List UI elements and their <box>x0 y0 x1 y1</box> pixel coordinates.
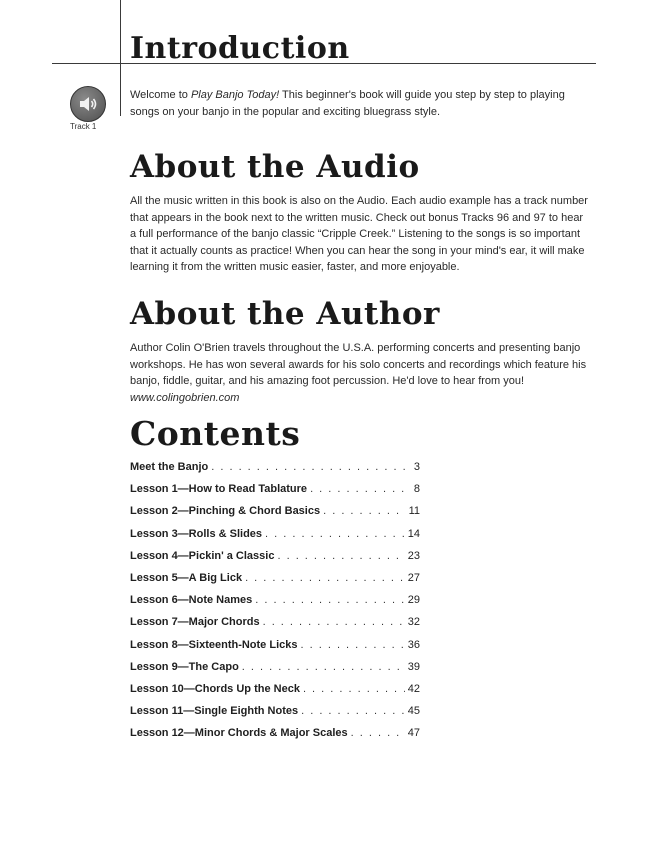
toc-entry-label: Lesson 5—A Big Lick <box>130 571 243 584</box>
introduction-heading: Introduction <box>130 31 350 66</box>
toc-entry[interactable] <box>130 505 420 527</box>
toc-entry-label: Lesson 6—Note Names <box>130 594 253 607</box>
audio-track-button[interactable] <box>70 86 106 122</box>
about-audio-heading: About the Audio <box>130 149 420 185</box>
toc-entry-label: Lesson 1—How to Read Tablature <box>130 483 308 496</box>
toc-leader <box>323 505 405 517</box>
toc-page-number: 36 <box>407 638 420 651</box>
toc-page-number: 29 <box>407 594 420 607</box>
toc-leader <box>277 550 404 562</box>
toc-entry-label: Meet the Banjo <box>130 461 209 473</box>
toc-entry-label: Lesson 4—Pickin' a Classic <box>130 549 275 562</box>
toc-leader <box>301 639 405 651</box>
toc-entry[interactable] <box>130 461 420 483</box>
toc-entry[interactable] <box>130 594 420 616</box>
author-website-link[interactable]: www.colingobrien.com <box>130 391 240 404</box>
book-title: Play Banjo Today! <box>190 89 280 101</box>
toc-page-number: 45 <box>407 705 420 718</box>
toc-leader <box>303 683 405 695</box>
toc-leader <box>265 528 405 540</box>
toc-entry-label: Lesson 11—Single Eighth Notes <box>130 705 299 718</box>
toc-entry[interactable] <box>130 483 420 505</box>
toc-page-number: 27 <box>407 571 420 584</box>
table-of-contents <box>130 461 420 749</box>
toc-entry-label: Lesson 2—Pinching & Chord Basics <box>130 505 321 518</box>
toc-entry[interactable] <box>130 528 420 550</box>
toc-entry-label: Lesson 12—Minor Chords & Major Scales <box>130 727 348 740</box>
toc-entry[interactable] <box>130 727 420 749</box>
toc-entry[interactable] <box>130 705 420 727</box>
track-label: Track 1 <box>70 122 97 131</box>
intro-text-end: This beginner's book will guide you step by step to playing songs on your banjo in the popular and exciting bluegrass style. <box>130 89 565 118</box>
toc-leader <box>245 572 405 584</box>
toc-entry[interactable] <box>130 661 420 683</box>
author-bio: Author Colin O'Brien travels throughout the U.S.A. performing concerts and presenting banjo workshops. He has won several awards for his solo concerts and recordings which feature his banjo, fiddle, guitar, and his amazing foot percussion. He'd love to hear from you! <box>130 342 587 387</box>
toc-entry[interactable] <box>130 683 420 705</box>
toc-page-number: 11 <box>408 505 420 518</box>
toc-entry[interactable] <box>130 639 420 661</box>
toc-page-number: 3 <box>413 461 420 473</box>
toc-page-number: 32 <box>407 616 420 629</box>
toc-entry-label: Lesson 3—Rolls & Slides <box>130 527 263 540</box>
vertical-rule <box>120 0 121 116</box>
toc-entry-label: Lesson 7—Major Chords <box>130 616 260 629</box>
toc-entry-label: Lesson 8—Sixteenth-Note Licks <box>130 638 298 651</box>
contents-heading: Contents <box>130 414 301 453</box>
toc-page-number: 47 <box>407 727 420 740</box>
about-audio-text: All the music written in this book is also on the Audio. Each audio example has a track number that appears in the book next to the written music. Check out bonus Tracks 96 and 97 to hear a full performance of the banjo classic “Cripple Creek.” Listening to the songs is so important that it actually counts as practice! When you can hear the song in your mind's ear, it will make learning it from the written music easier, faster, and more enjoyable. <box>130 195 588 273</box>
toc-page-number: 8 <box>413 483 420 496</box>
toc-leader <box>242 661 405 673</box>
toc-page-number: 39 <box>407 660 420 673</box>
toc-leader <box>263 616 405 628</box>
toc-leader <box>310 483 407 495</box>
toc-entry[interactable] <box>130 616 420 638</box>
toc-page-number: 14 <box>407 527 420 540</box>
toc-leader <box>211 461 407 473</box>
toc-leader <box>351 727 405 739</box>
toc-leader <box>301 705 405 717</box>
speaker-icon <box>76 92 100 116</box>
toc-entry-label: Lesson 10—Chords Up the Neck <box>130 682 300 695</box>
toc-page-number: 23 <box>407 549 420 562</box>
about-author-heading: About the Author <box>130 296 440 332</box>
toc-entry[interactable] <box>130 550 420 572</box>
toc-entry-label: Lesson 9—The Capo <box>130 660 239 673</box>
toc-leader <box>255 594 404 606</box>
toc-page-number: 42 <box>407 682 420 695</box>
intro-text-start: Welcome to <box>130 89 191 101</box>
introduction-text <box>130 87 592 120</box>
toc-entry[interactable] <box>130 572 420 594</box>
about-author-text <box>130 340 592 406</box>
